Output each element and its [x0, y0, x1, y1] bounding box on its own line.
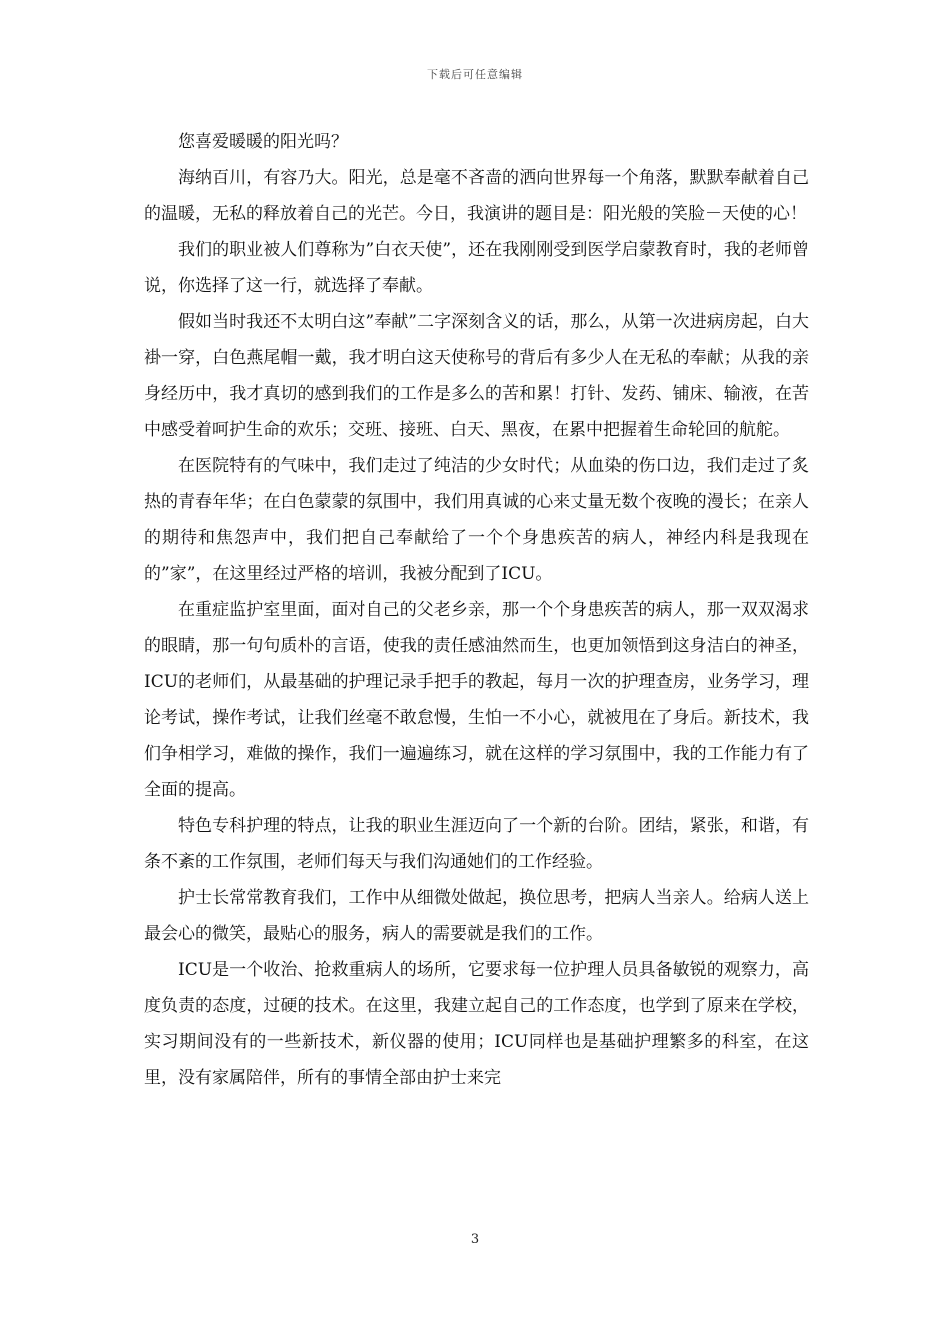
document-body [144, 124, 809, 1096]
paragraph: 特色专科护理的特点，让我的职业生涯迈向了一个新的台阶。团结，紧张，和谐，有条不紊的工作氛围，老师们每天与我们沟通她们的工作经验。 [144, 816, 809, 872]
paragraph: 假如当时我还不太明白这”奉献”二字深刻含义的话，那么，从第一次进病房起，白大褂一穿，白色燕尾帽一戴，我才明白这天使称号的背后有多少人在无私的奉献；从我的亲身经历中，我才真切的感到我们的工作是多么的苦和累！打针、发药、铺床、输液，在苦中感受着呵护生命的欢乐；交班、接班、白天、黑夜，在累中把握着生命轮回的航舵。 [144, 312, 809, 440]
paragraph: 在重症监护室里面，面对自己的父老乡亲，那一个个身患疾苦的病人，那一双双渴求的眼睛，那一句句质朴的言语，使我的责任感油然而生，也更加领悟到这身洁白的神圣，ICU的老师们，从最基础的护理记录手把手的教起，每月一次的护理查房，业务学习，理论考试，操作考试，让我们丝毫不敢怠慢，生怕一不小心，就被甩在了身后。新技术，我们争相学习，难做的操作，我们一遍遍练习，就在这样的学习氛围中，我的工作能力有了全面的提高。 [144, 600, 809, 800]
paragraph: ICU是一个收治、抢救重病人的场所，它要求每一位护理人员具备敏锐的观察力，高度负责的态度，过硬的技术。在这里，我建立起自己的工作态度，也学到了原来在学校，实习期间没有的一些新技术，新仪器的使用；ICU同样也是基础护理繁多的科室，在这里，没有家属陪伴，所有的事情全部由护士来完 [144, 960, 809, 1088]
paragraph: 护士长常常教育我们，工作中从细微处做起，换位思考，把病人当亲人。给病人送上最会心的微笑，最贴心的服务，病人的需要就是我们的工作。 [144, 888, 809, 944]
page-number: 3 [470, 1232, 480, 1247]
paragraph: 您喜爱暖暖的阳光吗？ [178, 132, 348, 152]
page-header: 下载后可任意编辑 [427, 68, 523, 81]
paragraph: 在医院特有的气味中，我们走过了纯洁的少女时代；从血染的伤口边，我们走过了炙热的青春年华；在白色蒙蒙的氛围中，我们用真诚的心来丈量无数个夜晚的漫长；在亲人的期待和焦怨声中，我们把自己奉献给了一个个身患疾苦的病人，神经内科是我现在的”家”，在这里经过严格的培训，我被分配到了ICU。 [144, 456, 809, 584]
paragraph: 我们的职业被人们尊称为”白衣天使”，还在我刚刚受到医学启蒙教育时，我的老师曾说，你选择了这一行，就选择了奉献。 [144, 240, 809, 296]
paragraph: 海纳百川，有容乃大。阳光，总是毫不吝啬的洒向世界每一个角落，默默奉献着自己的温暖，无私的释放着自己的光芒。今日，我演讲的题目是：阳光般的笑脸－天使的心！ [144, 168, 809, 224]
